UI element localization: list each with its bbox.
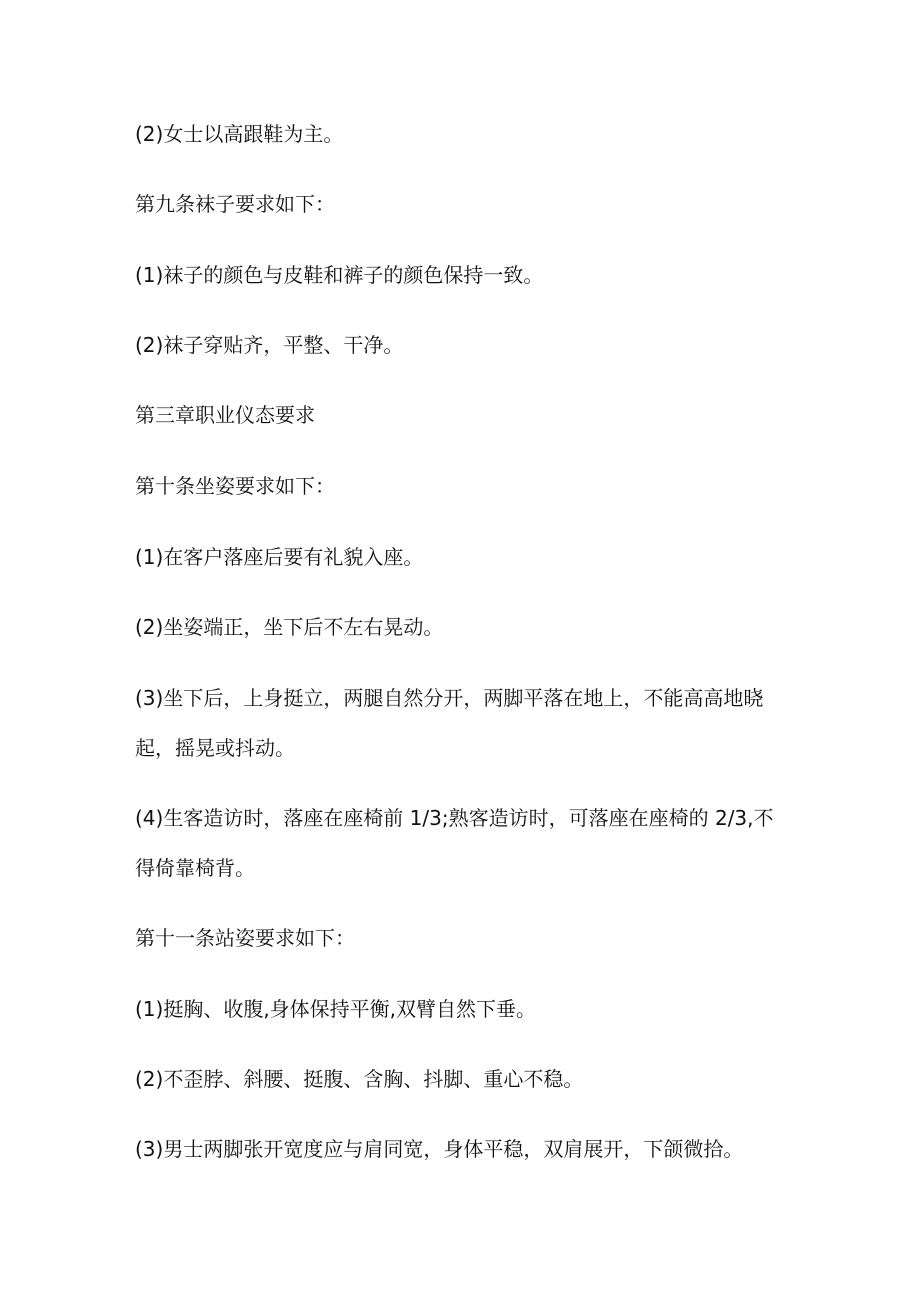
article-11-heading: 第十一条站姿要求如下： — [135, 926, 355, 950]
text-line-sit-posture-2: 起，摇晃或抖动。 — [135, 736, 295, 760]
text-line-women-shoes: (2)女士以高跟鞋为主。 — [135, 122, 344, 146]
text-line-seat-depth-1: (4)生客造访时，落座在座椅前 1/3;熟客造访时，可落座在座椅的 2/3,不 — [135, 806, 774, 830]
text-line-stand-chest: (1)挺胸、收腹,身体保持平衡,双臂自然下垂。 — [135, 997, 537, 1021]
text-line-stand-men-feet: (3)男士两脚张开宽度应与肩同宽，身体平稳，双肩展开，下颌微拾。 — [135, 1137, 744, 1161]
article-10-heading: 第十条坐姿要求如下： — [135, 474, 335, 498]
text-line-sit-posture-1: (3)坐下后，上身挺立，两腿自然分开，两脚平落在地上，不能高高地晓 — [135, 686, 764, 710]
text-line-stand-no-slouch: (2)不歪脖、斜腰、挺腹、含胸、抖脚、重心不稳。 — [135, 1067, 584, 1091]
text-line-socks-color: (1)袜子的颜色与皮鞋和裤子的颜色保持一致。 — [135, 263, 544, 287]
text-line-sit-after-client: (1)在客户落座后要有礼貌入座。 — [135, 545, 424, 569]
text-line-socks-neat: (2)袜子穿贴齐，平整、干净。 — [135, 333, 404, 357]
article-9-heading: 第九条袜子要求如下： — [135, 192, 335, 216]
text-line-sit-upright: (2)坐姿端正，坐下后不左右晃动。 — [135, 615, 444, 639]
text-line-seat-depth-2: 得倚靠椅背。 — [135, 856, 255, 880]
chapter-3-heading: 第三章职业仪态要求 — [135, 403, 315, 427]
